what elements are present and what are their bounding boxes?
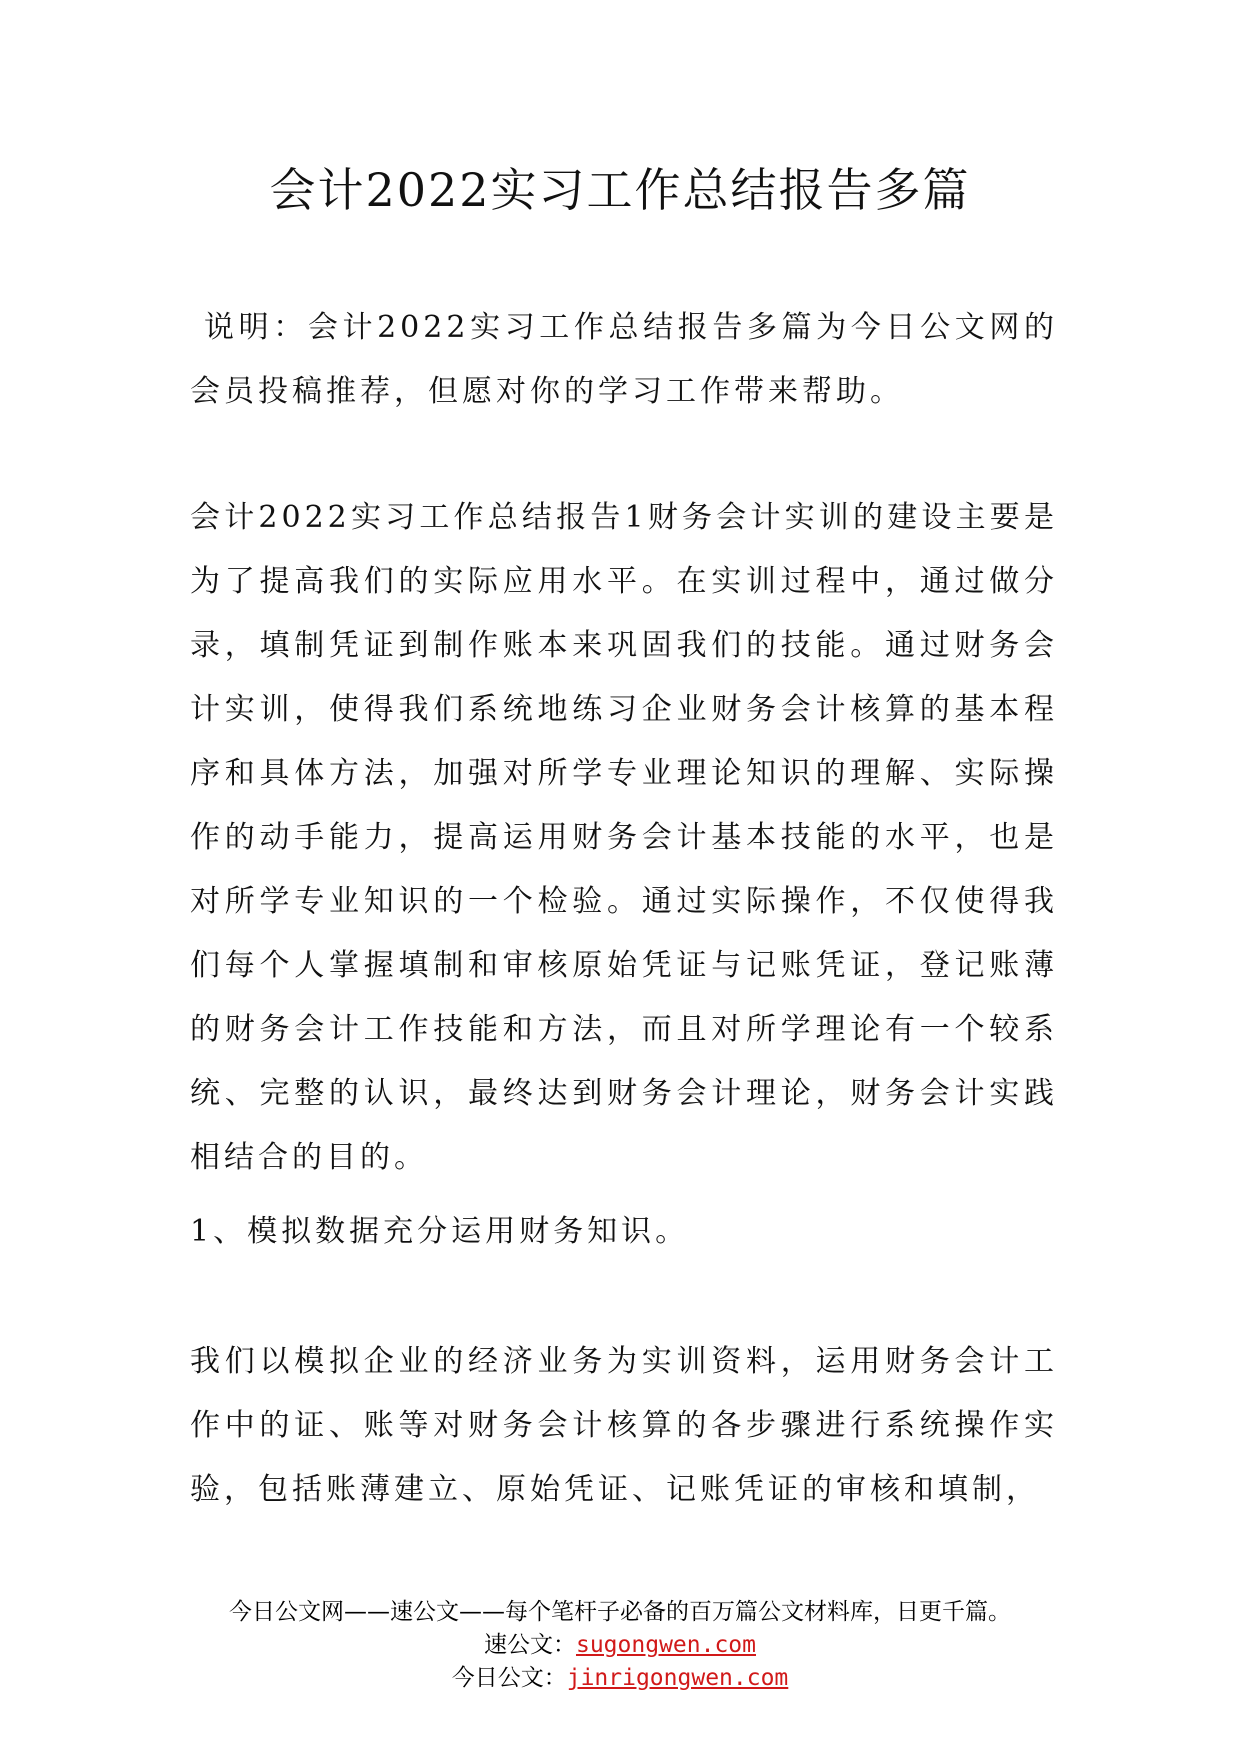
sugongwen-link[interactable]: sugongwen.com <box>575 1632 756 1658</box>
section-1-paragraph: 会计2022实习工作总结报告1财务会计实训的建设主要是为了提高我们的实际应用水平。在实训过程中，通过做分录，填制凭证到制作账本来巩固我们的技能。通过财务会计实训，使得我们系统地练习企业财务会计核算的基本程序和具体方法，加强对所学专业理论知识的理解、实际操作的动手能力，提高运用财务会计基本技能的水平，也是对所学专业知识的一个检验。通过实际操作，不仅使得我们每个人掌握填制和审核原始凭证与记账凭证，登记账薄的财务会计工作技能和方法，而且对所学理论有一个较系统、完整的认识，最终达到财务会计理论，财务会计实践相结合的目的。 <box>190 500 1058 1175</box>
section-2-paragraph: 我们以模拟企业的经济业务为实训资料，运用财务会计工作中的证、账等对财务会计核算的各步骤进行系统操作实验，包括账薄建立、原始凭证、记账凭证的审核和填制， <box>190 1344 1058 1507</box>
page-footer <box>0 1596 1240 1695</box>
footer-sugongwen-line <box>0 1629 1240 1662</box>
intro-paragraph: 说明：会计2022实习工作总结报告多篇为今日公文网的会员投稿推荐，但愿对你的学习工作带来帮助。 <box>190 310 1058 409</box>
document-title: 会计2022实习工作总结报告多篇 <box>269 163 971 217</box>
sugongwen-label: 速公文： <box>483 1632 576 1658</box>
list-item-1: 1、模拟数据充分运用财务知识。 <box>190 1214 690 1249</box>
jinri-label: 今日公文： <box>451 1665 567 1691</box>
footer-jinri-line <box>0 1662 1240 1695</box>
jinrigongwen-link[interactable]: jinrigongwen.com <box>566 1665 789 1691</box>
footer-slogan: 今日公文网——速公文——每个笔杆子必备的百万篇公文材料库，日更千篇。 <box>229 1599 1011 1625</box>
